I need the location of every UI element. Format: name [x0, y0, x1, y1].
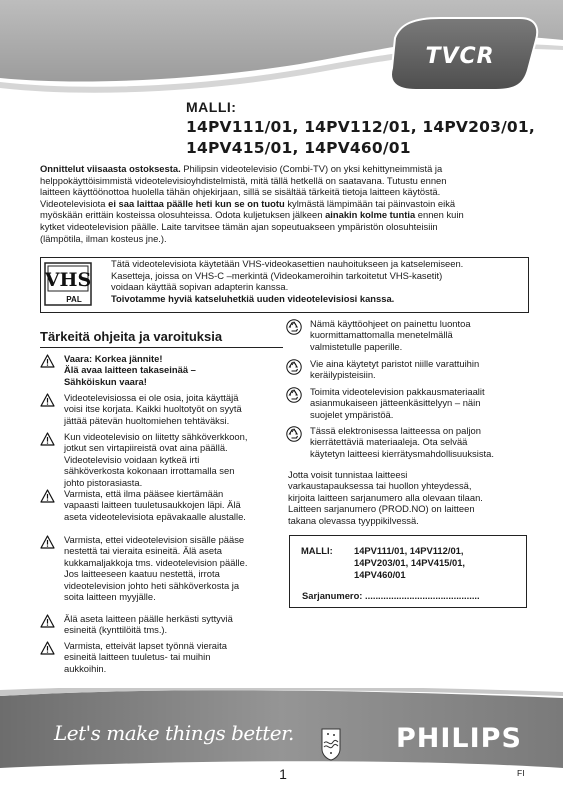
intro-line: Videotelevisiota ei saa laittaa päälle heti kun se on tuotu kylmästä lämpimään tai päinvastoin eikä [40, 197, 456, 209]
note-line: takana olevassa tyyppikilvessä. [288, 514, 419, 526]
warning-triangle-icon [40, 489, 55, 503]
warning-triangle-icon [40, 354, 55, 368]
intro-line: laitteen käyttöönottoa huolella tähän ohjekirjaan, sillä se sisältää tärkeitä tietoja laitteen käytöstä. [40, 186, 441, 198]
safety-warning-text: Kun videotelevisio on liitetty sähköverkkoon, jotkut sen virtapiireistä ovat aina päällä. Videotelevisio voidaan kytkeä irti sähköverkosta kokonaan irrottamalla sen johto pistorasiasta. [64, 431, 248, 488]
recycle-icon [286, 319, 302, 335]
model-numbers-line-1: 14PV111/01, 14PV112/01, 14PV203/01, [186, 118, 535, 136]
svg-text:VHS: VHS [44, 269, 92, 291]
intro-line: kytket videotelevision päälle. Laite tarvitsee tämän ajan sopeutuakseen ympäristön olosuhteisiin [40, 220, 438, 232]
model-box-line-2: 14PV203/01, 14PV415/01, [354, 557, 466, 568]
vhs-line-4: Toivotamme hyviä katseluhetkiä uuden videotelevisiosi kanssa. [111, 292, 395, 304]
note-line: varkaustapauksessa tai huollon yhteydessä, [288, 480, 472, 492]
safety-warning-text: Videotelevisiossa ei ole osia, joita käyttäjä voisi itse korjata. Kaikki huoltotyöt on syytä jättää pätevän huoltomiehen tehtäväksi. [64, 392, 242, 426]
svg-text:PAL: PAL [66, 295, 82, 304]
warning-triangle-icon [40, 641, 55, 655]
warning-triangle-icon [40, 535, 55, 549]
vhs-info-text [111, 258, 525, 304]
intro-line: myöskään erittäin kosteissa olosuhteissa. Odota kuljetuksen jälkeen ainakin kolme tuntia ennen kuin [40, 209, 464, 221]
product-badge: TVCR [425, 44, 495, 69]
safety-warning-text: Varmista, ettei videotelevision sisälle pääse nestettä tai vieraita esineitä. Älä aseta kukkamaljakkoja tms. videotelevision päälle. Jos laitteeseen kaatuu nestettä, irrota videotelevision johto heti sähköverkosta ja soita laitteen myyjälle. [64, 534, 248, 603]
environment-text: Tässä elektronisessa laitteessa on paljon kierrätettäviä materiaaleja. Ota selvää käytetyn laitteesi kierrätysmahdollisuuksista. [310, 425, 494, 459]
serial-number-field: Sarjanumero: ............................................ [302, 590, 480, 601]
vhs-pal-logo [44, 262, 92, 306]
intro-line: (lämpötila, ilman kosteus jne.). [40, 232, 167, 244]
intro-line: Onnittelut viisaasta ostoksesta. Philipsin videotelevisio (Combi-TV) on yksi kehittyneimmistä ja [40, 163, 443, 174]
environment-text: Nämä käyttöohjeet on painettu luontoa kuormittamattomalla menetelmällä valmistetulle paperille. [310, 318, 471, 352]
vhs-line-3: voidaan käyttää sopivan adapterin kanssa. [111, 281, 289, 293]
serial-number-note [288, 469, 528, 526]
model-numbers-line-2: 14PV415/01, 14PV460/01 [186, 139, 411, 157]
model-box-line-1: 14PV111/01, 14PV112/01, [354, 545, 464, 556]
philips-slogan: Let's make things better. [54, 721, 294, 745]
safety-warning-text: Vaara: Korkea jännite! Älä avaa laitteen takaseinää – Sähköiskun vaara! [64, 353, 196, 387]
note-line: kirjoita laitteen sarjanumero alla olevaan tilaan. [288, 491, 483, 503]
model-label: MALLI: [186, 99, 237, 115]
model-box-line-3: 14PV460/01 [354, 569, 406, 580]
philips-logo: PHILIPS [396, 723, 522, 754]
note-line: Jotta voisit tunnistaa laitteesi [288, 469, 408, 480]
environment-text: Vie aina käytetyt paristot niille varattuihin keräilypisteisiin. [310, 358, 480, 381]
safety-warning-text: Varmista, että ilma pääsee kiertämään vapaasti laitteen tuuletusaukkojen läpi. Älä aseta videotelevisiota epävakaalle alustalle. [64, 488, 246, 522]
intro-paragraph [40, 163, 530, 244]
safety-section-title: Tärkeitä ohjeita ja varoituksia [40, 329, 283, 348]
safety-warning-text: Varmista, etteivät lapset työnnä vieraita esineitä laitteen tuuletus- tai muihin aukkoihin. [64, 640, 227, 674]
warning-triangle-icon [40, 432, 55, 446]
warning-triangle-icon [40, 393, 55, 407]
philips-shield-icon [320, 727, 342, 761]
warning-triangle-icon [40, 614, 55, 628]
recycle-icon [286, 359, 302, 375]
safety-warning-text: Älä aseta laitteen päälle herkästi syttyviä esineitä (kynttilöitä tms.). [64, 613, 233, 636]
note-line: Laitteen sarjanumero (PROD.NO) on laitteen [288, 503, 475, 515]
page-number: 1 [279, 766, 287, 782]
recycle-icon [286, 387, 302, 403]
recycle-icon [286, 426, 302, 442]
intro-line: helppokäyttöisimmistä videotelevisioyhdistelmistä, mitä tällä hetkellä on saatavana. Tutustu ennen [40, 174, 447, 186]
environment-text: Toimita videotelevision pakkausmateriaalit asianmukaiseen jätteenkäsittelyyn – näin suojelet ympäristöä. [310, 386, 485, 420]
vhs-line-1: Tätä videotelevisiota käytetään VHS-videokasettien nauhoitukseen ja katselemiseen. [111, 258, 464, 269]
model-box-label: MALLI: [301, 545, 333, 556]
vhs-line-2: Kasetteja, joissa on VHS-C –merkintä (Videokameroihin tarkoitetut VHS-kasetit) [111, 269, 443, 281]
language-code: FI [517, 768, 525, 778]
